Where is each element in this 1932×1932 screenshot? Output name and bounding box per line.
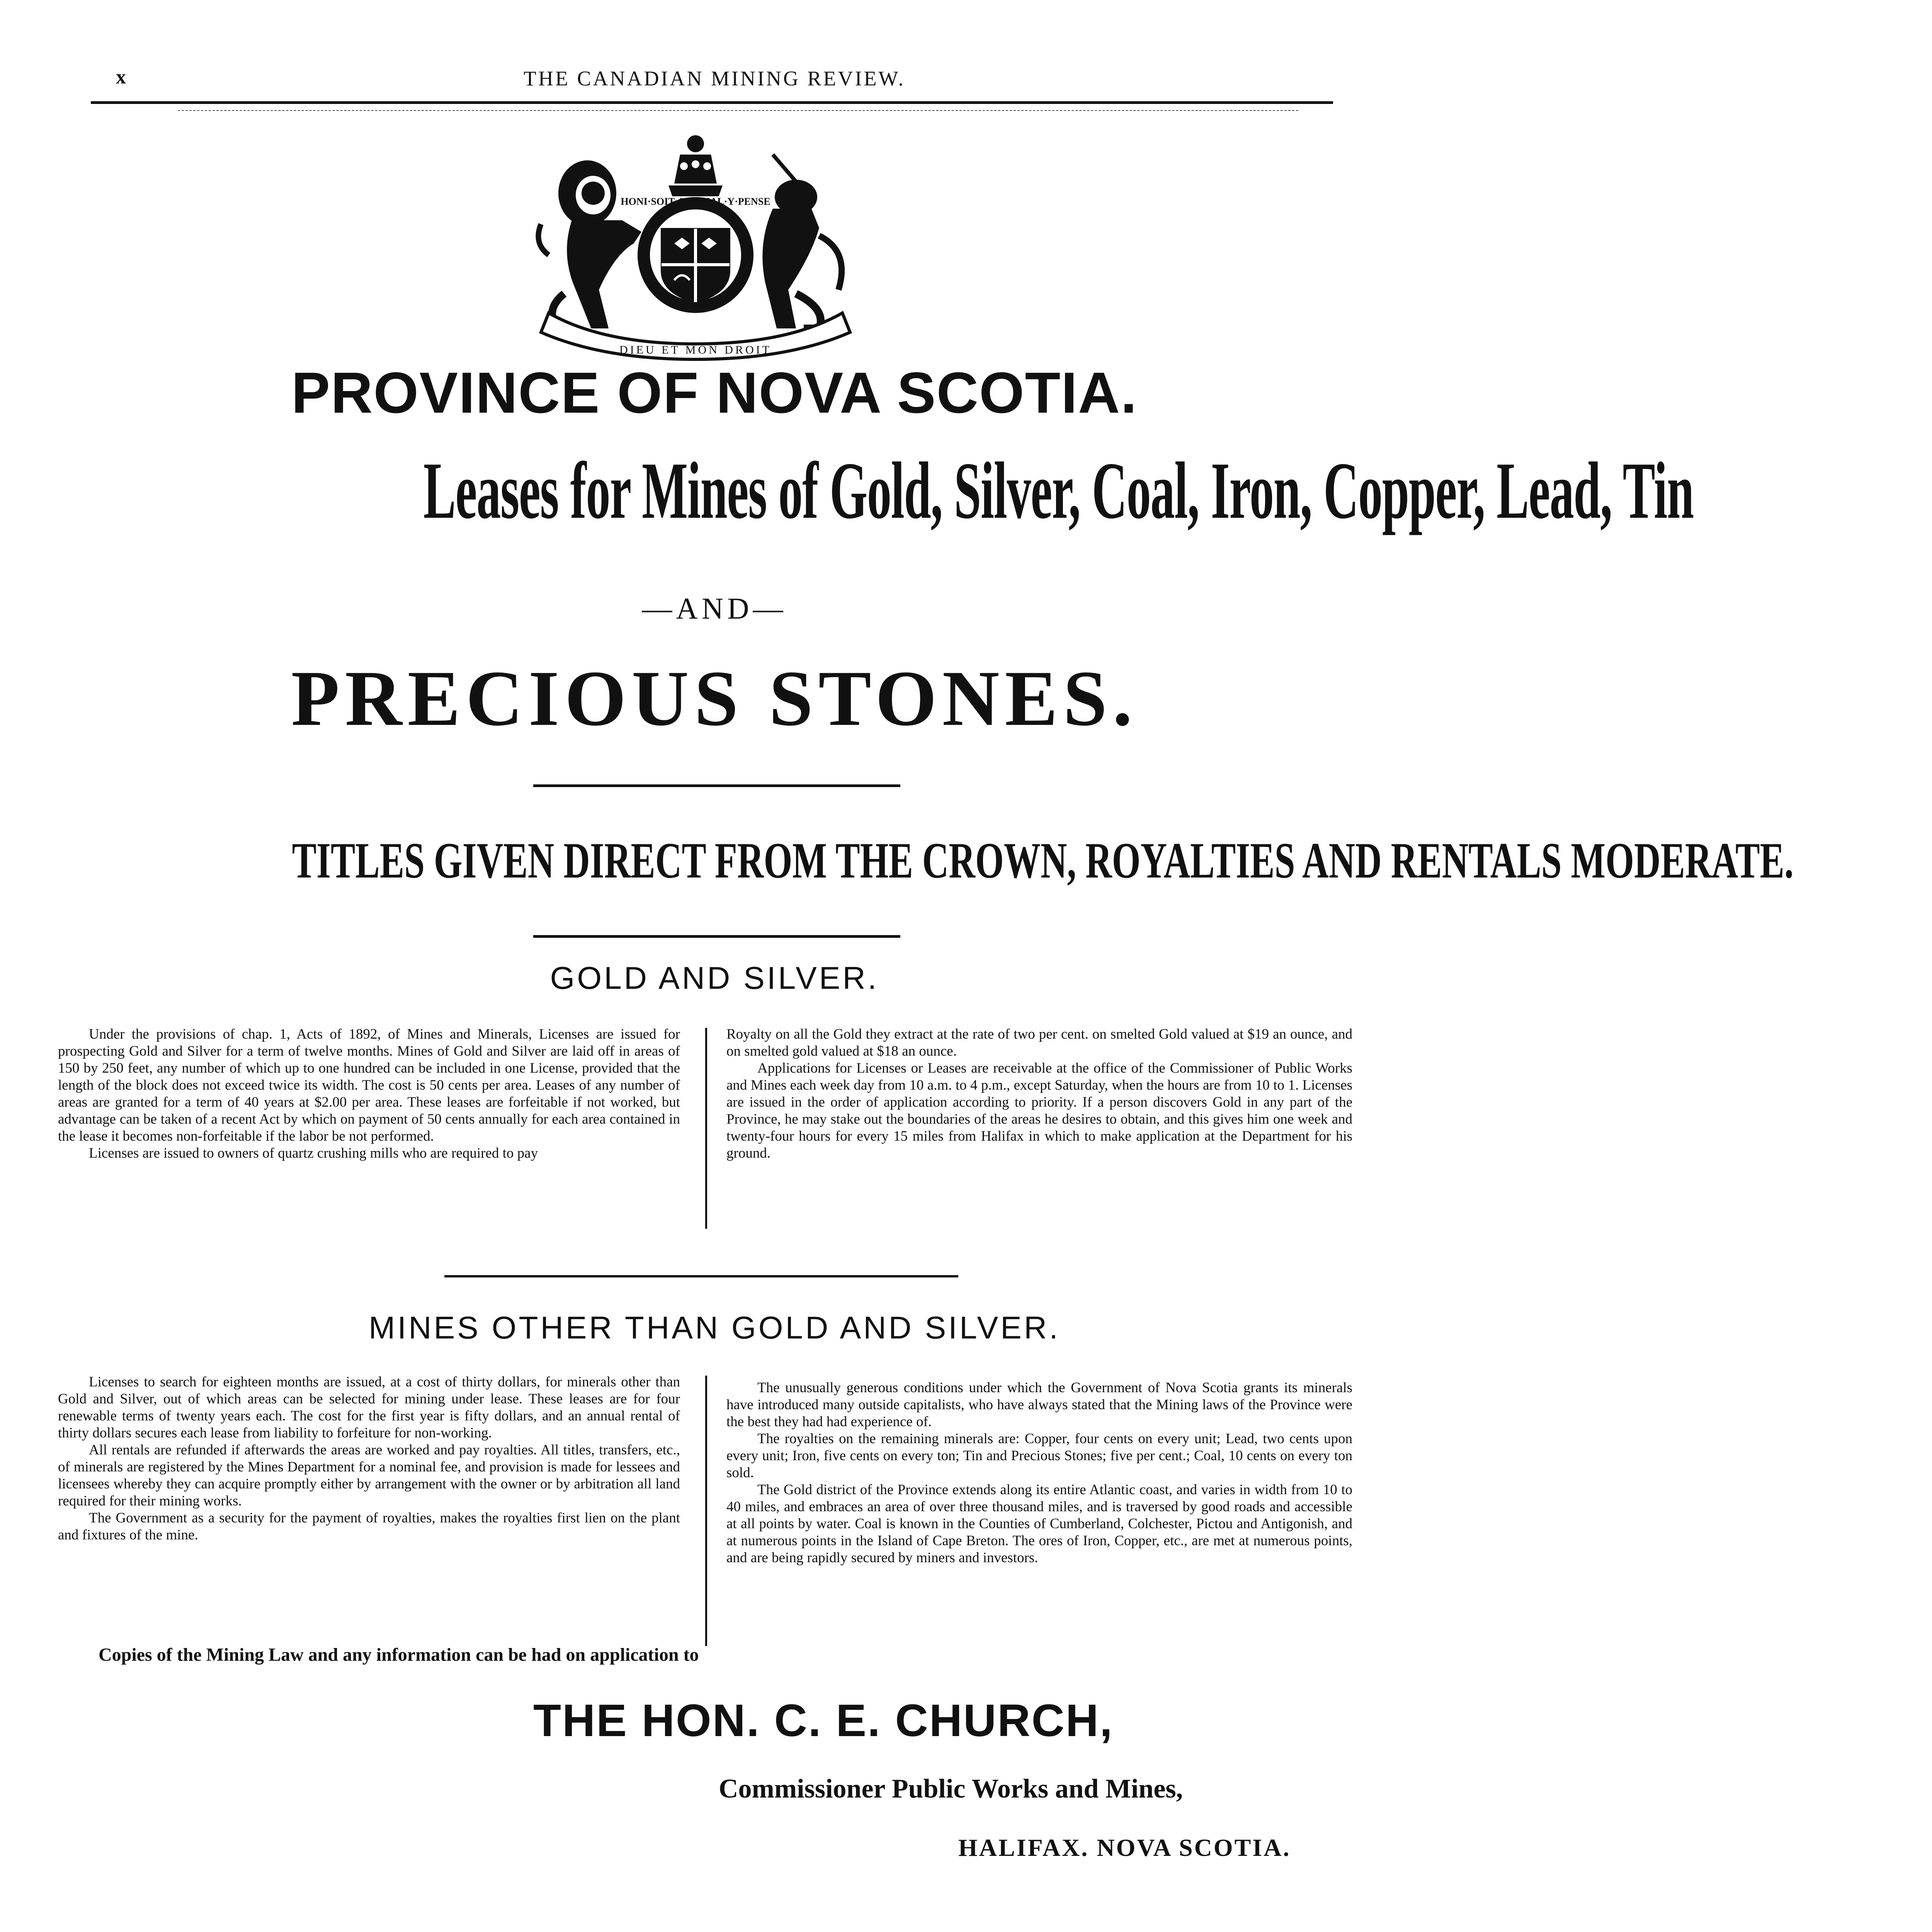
paragraph: The Gold district of the Province extends along its entire Atlantic coast, and varies in width from 10 to 40 miles, and embraces an area of over three thousand miles, and is traversed by good roads and accessible at all points by water. Coal is known in the Counties of Cumberland, Colchester, Pictou and Antigonish, and at numerous points in the Island of Cape Breton. The ores of Iron, Copper, etc., are met at numerous points, and are being rapidly secured by miners and investors. [726, 1482, 1352, 1566]
page-number: x [116, 66, 126, 88]
other-mines-left-column [58, 1374, 680, 1544]
paragraph: Licenses are issued to owners of quartz crushing mills who are required to pay [89, 1145, 538, 1161]
titles-headline: TITLES GIVEN DIRECT FROM THE CROWN, ROYALTIES AND RENTALS MODERATE. [292, 832, 1794, 889]
and-divider: —AND— [642, 592, 787, 625]
garter-motto: HONI·SOIT·QUI·MAL·Y·PENSE [621, 196, 770, 207]
divider-rule-2 [533, 935, 900, 938]
gold-silver-right-column [726, 1026, 1352, 1162]
titles-line-wrap [0, 831, 1794, 890]
paragraph: Under the provisions of chap. 1, Acts of 1892, of Mines and Minerals, Licenses are issued for prospecting Gold and Silver for a term of twelve months. Mines of Gold and Silver are laid off in areas of 150 by 250 feet, any number of which up to one hundred can be included in one License, provided that the length of the block does not exceed twice its width. The cost is 50 cents per area. Leases of any number of areas are granted for a term of 40 years at $2.00 per area. These leases are forfeitable if not worked, but advantage can be taken of a recent Act by which on payment of 50 cents annually for each area contained in the lease it becomes non-forfeitable if the labor be not performed. [58, 1026, 680, 1144]
paragraph: Licenses to search for eighteen months are issued, at a cost of thirty dollars, for minerals other than Gold and Silver, out of which areas can be selected for mining under lease. These leases are for four renewable terms of twenty years each. The cost for the first year is fifty dollars, and an annual rental of thirty dollars secures each lease from liability to forfeiture for non-working. [58, 1374, 680, 1441]
header-rule [91, 101, 1333, 104]
leases-line-wrap [0, 444, 1694, 537]
other-mines-heading: MINES OTHER THAN GOLD AND SILVER. [369, 1310, 1060, 1345]
coat-of-arms-logo [526, 128, 866, 359]
commissioner-name: THE HON. C. E. CHURCH, [533, 1695, 1114, 1746]
paragraph: All rentals are refunded if afterwards the areas are worked and pay royalties. All titles, transfers, etc., of minerals are registered by the Mines Department for a nominal fee, and provision is made for lessees and licensees whereby they can acquire promptly either by arrangement with the owner or by arbitration all land required for their mining works. [58, 1442, 680, 1509]
leases-headline: Leases for Mines of Gold, Silver, Coal, Iron, Copper, Lead, Tin [423, 446, 1694, 536]
paragraph: Royalty on all the Gold they extract at the rate of two per cent. on smelted Gold valued at $19 an ounce, and on smelted gold valued at $18 an ounce. [726, 1026, 1352, 1059]
motto-ribbon: DIEU ET MON DROIT [619, 344, 772, 356]
office-location: HALIFAX. NOVA SCOTIA. [958, 1834, 1291, 1861]
paragraph: The royalties on the remaining minerals are: Copper, four cents on every unit; Lead, two cents upon every unit; Iron, five cents on every ton; Tin and Precious Stones; five per cent.; Coal, 10 cents on every ton sold. [726, 1431, 1352, 1481]
gold-silver-left-column [58, 1026, 680, 1162]
divider-rule-1 [533, 784, 900, 787]
commissioner-title: Commissioner Public Works and Mines, [719, 1774, 1183, 1804]
other-mines-right-column [726, 1379, 1352, 1566]
running-title: THE CANADIAN MINING REVIEW. [524, 67, 905, 90]
column-divider [705, 1028, 707, 1229]
province-title: PROVINCE OF NOVA SCOTIA. [291, 360, 1138, 425]
header-rule-thin [178, 110, 1298, 111]
unicorn-icon [762, 155, 842, 328]
royal-arms-svg [526, 128, 866, 359]
lion-icon [538, 160, 641, 328]
precious-stones-title: PRECIOUS STONES. [291, 655, 1138, 742]
paragraph: The unusually generous conditions under which the Government of Nova Scotia grants its minerals have introduced many outside capitalists, who have always stated that the Mining laws of the Province were the best they had had experience of. [726, 1380, 1352, 1430]
copies-line: Copies of the Mining Law and any information can be had on application to [99, 1645, 699, 1665]
paragraph: The Government as a security for the payment of royalties, makes the royalties first lien on the plant and fixtures of the mine. [58, 1510, 680, 1543]
crown-icon [668, 135, 723, 196]
paragraph: Applications for Licenses or Leases are receivable at the office of the Commissioner of Public Works and Mines each week day from 10 a.m. to 4 p.m., except Saturday, when the hours are from 10 to 1. Licenses are issued in the order of application according to priority. If a person discovers Gold in any part of the Province, he may stake out the boundaries of the areas he desires to obtain, and this gives him one week and twenty-four hours for every 15 miles from Halifax in which to make application at the Department for his ground. [726, 1060, 1352, 1161]
divider-rule-3 [444, 1275, 958, 1277]
gold-silver-heading: GOLD AND SILVER. [550, 961, 879, 996]
column-divider [705, 1376, 707, 1646]
